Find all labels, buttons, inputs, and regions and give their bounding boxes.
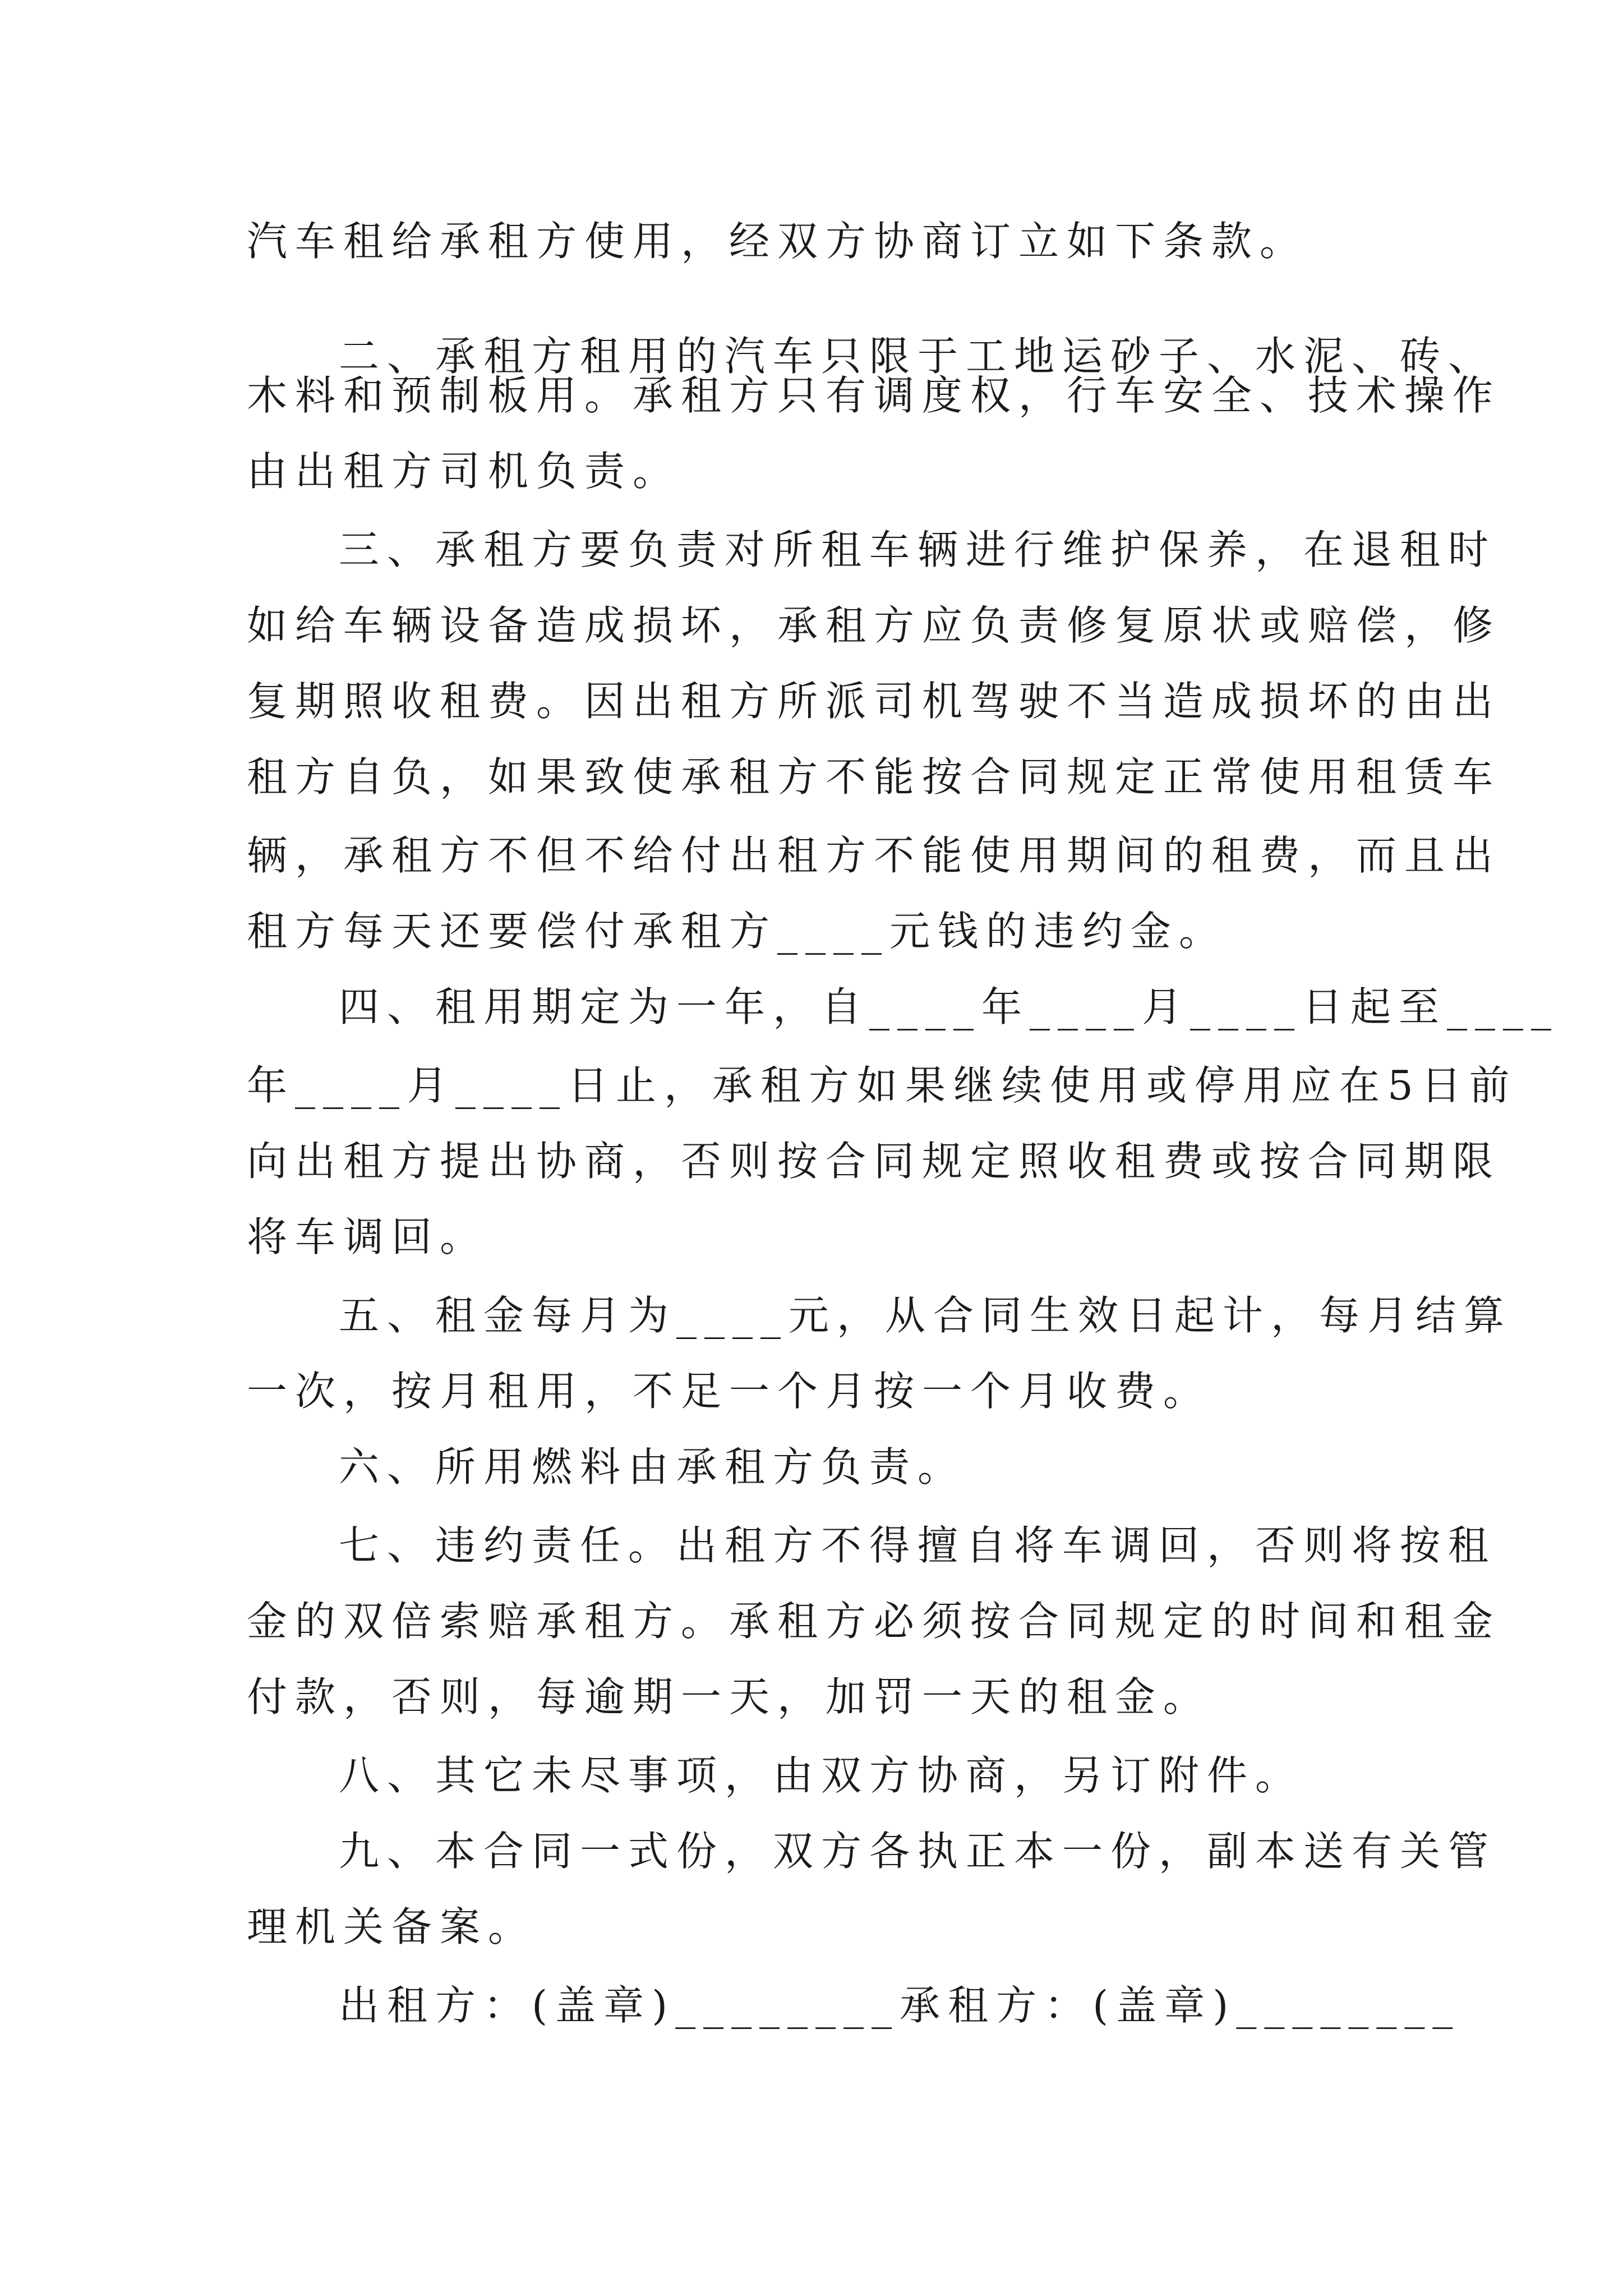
clause-3-line-2: 如给车辆设备造成损坏，承租方应负责修复原状或赔偿，修 xyxy=(247,602,1501,649)
clause-3-line-6: 租方每天还要偿付承租方____元钱的违约金。 xyxy=(247,908,1228,955)
clause-5-line-1: 五、租金每月为____元，从合同生效日起计，每月结算 xyxy=(339,1292,1513,1339)
clause-2-line-1: 二、承租方租用的汽车只限于工地运砂子、水泥、砖、 xyxy=(339,333,1497,380)
clause-9-line-1: 九、本合同一式份，双方各执正本一份，副本送有关管 xyxy=(339,1828,1497,1875)
clause-2-line-3: 由出租方司机负责。 xyxy=(247,448,681,495)
signature-line: 出租方：(盖章)________承租方：(盖章)________ xyxy=(339,1982,1461,2029)
clause-9-line-2: 理机关备案。 xyxy=(247,1903,537,1950)
clause-4-line-2: 年____月____日止，承租方如果继续使用或停用应在5日前 xyxy=(247,1062,1518,1109)
clause-7-line-2: 金的双倍索赔承租方。承租方必须按合同规定的时间和租金 xyxy=(247,1598,1501,1645)
clause-3-line-3: 复期照收租费。因出租方所派司机驾驶不当造成损坏的由出 xyxy=(247,678,1501,725)
clause-5-line-2: 一次，按月租用，不足一个月按一个月收费。 xyxy=(247,1368,1212,1415)
clause-6-line: 六、所用燃料由承租方负责。 xyxy=(339,1443,966,1490)
clause-7-line-3: 付款，否则，每逾期一天，加罚一天的租金。 xyxy=(247,1673,1212,1720)
clause-8-line: 八、其它未尽事项，由双方协商，另订附件。 xyxy=(339,1752,1304,1799)
clause-3-line-5: 辆，承租方不但不给付出租方不能使用期间的租费，而且出 xyxy=(247,832,1501,879)
clause-7-line-1: 七、违约责任。出租方不得擅自将车调回，否则将按租 xyxy=(339,1522,1497,1569)
clause-3-line-1: 三、承租方要负责对所租车辆进行维护保养，在退租时 xyxy=(339,526,1497,573)
clause-4-line-4: 将车调回。 xyxy=(247,1213,488,1260)
clause-4-line-1: 四、租用期定为一年，自____年____月____日起至____ xyxy=(339,983,1560,1030)
clause-3-line-4: 租方自负，如果致使承租方不能按合同规定正常使用租赁车 xyxy=(247,753,1501,800)
paragraph-line: 汽车租给承租方使用，经双方协商订立如下条款。 xyxy=(247,218,1308,265)
clause-4-line-3: 向出租方提出协商，否则按合同规定照收租费或按合同期限 xyxy=(247,1138,1501,1185)
clause-2-line-2: 木料和预制板用。承租方只有调度权，行车安全、技术操作 xyxy=(247,372,1501,419)
